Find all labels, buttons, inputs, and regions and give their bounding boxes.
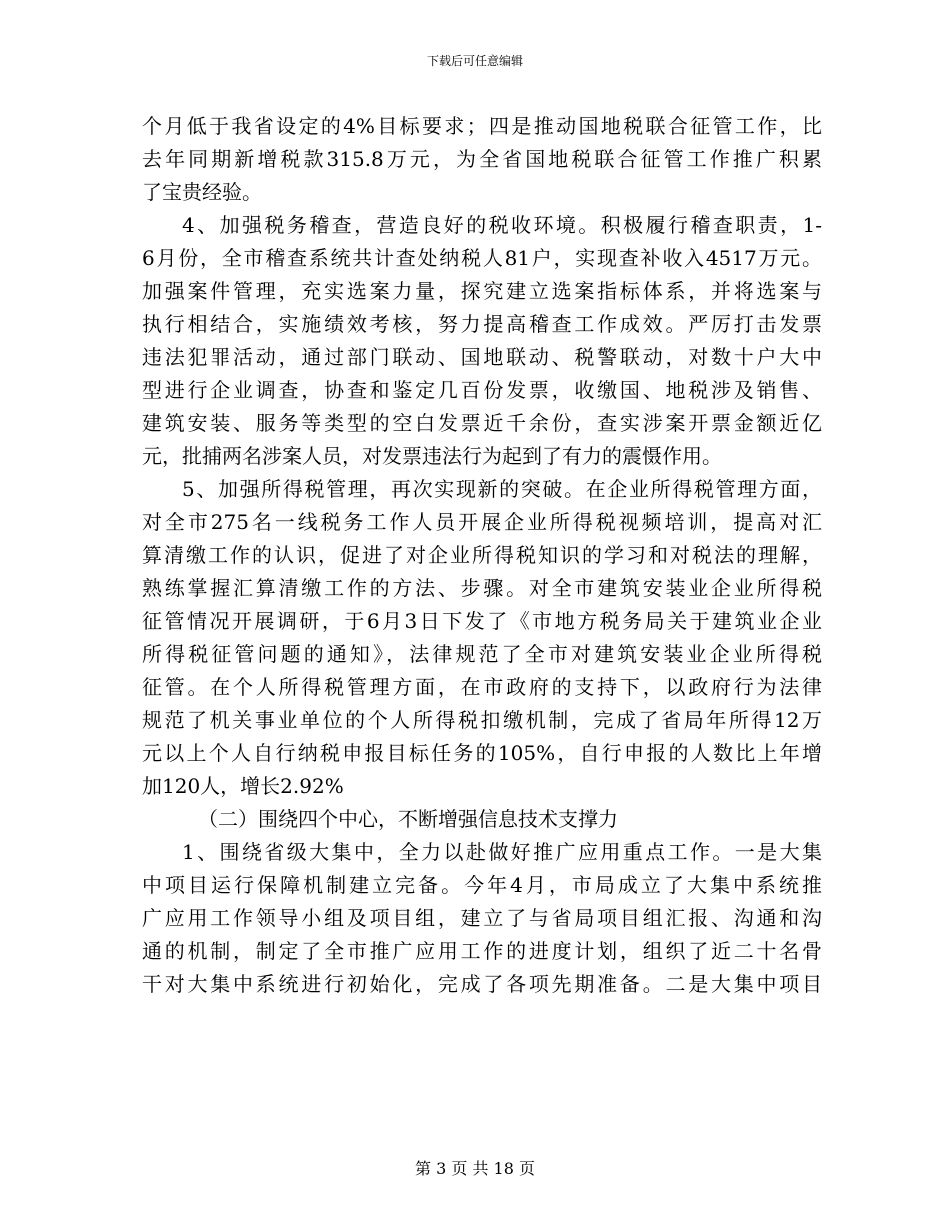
paragraph-start-line: 5、加强所得税管理，再次实现新的突破。在企业所得税管理方面， (182, 477, 822, 501)
text-line: 对全市275名一线税务工作人员开展企业所得税视频培训，提高对汇 (142, 510, 822, 534)
text-line: 征管情况开展调研，于6月3日下发了《市地方税务局关于建筑业企业 (142, 609, 822, 633)
text-line: 征管。在个人所得税管理方面，在市政府的支持下，以政府行为法律 (142, 675, 822, 699)
text-line: 干对大集中系统进行初始化，完成了各项先期准备。二是大集中项目 (142, 972, 822, 996)
section-heading: （二）围绕四个中心，不断增强信息技术支撑力 (198, 807, 618, 831)
text-line: 了宝贵经验。 (142, 180, 262, 204)
page-footer: 第 3 页 共 18 页 (415, 1159, 535, 1178)
text-line: 广应用工作领导小组及项目组，建立了与省局项目组汇报、沟通和沟 (142, 906, 822, 930)
text-line: 型进行企业调查，协查和鉴定几百份发票，收缴国、地税涉及销售、 (142, 378, 822, 402)
text-line: 去年同期新增税款315.8万元，为全省国地税联合征管工作推广积累 (142, 147, 822, 171)
text-line: 执行相结合，实施绩效考核，努力提高稽查工作成效。严厉打击发票 (142, 312, 822, 336)
paragraph-start-line: 1、围绕省级大集中，全力以赴做好推广应用重点工作。一是大集 (182, 840, 822, 864)
page-header: 下载后可任意编辑 (426, 54, 523, 68)
text-line: 个月低于我省设定的4%目标要求；四是推动国地税联合征管工作，比 (142, 114, 822, 138)
text-line: 违法犯罪活动，通过部门联动、国地联动、税警联动，对数十户大中 (142, 345, 822, 369)
text-line: 熟练掌握汇算清缴工作的方法、步骤。对全市建筑安装业企业所得税 (142, 576, 822, 600)
text-line: 规范了机关事业单位的个人所得税扣缴机制，完成了省局年所得12万 (142, 708, 822, 732)
text-line: 加强案件管理，充实选案力量，探究建立选案指标体系，并将选案与 (142, 279, 822, 303)
text-line: 6月份，全市稽查系统共计查处纳税人81户，实现查补收入4517万元。 (142, 246, 822, 270)
body-text (142, 110, 822, 1001)
text-line: 加120人，增长2.92% (142, 774, 344, 798)
text-line: 所得税征管问题的通知》，法律规范了全市对建筑安装业企业所得税 (142, 642, 822, 666)
paragraph-start-line: 4、加强税务稽查，营造良好的税收环境。积极履行稽查职责，1- (182, 213, 822, 237)
text-line: 元以上个人自行纳税申报目标任务的105%，自行申报的人数比上年增 (142, 741, 822, 765)
text-line: 通的机制，制定了全市推广应用工作的进度计划，组织了近二十名骨 (142, 939, 822, 963)
text-line: 算清缴工作的认识，促进了对企业所得税知识的学习和对税法的理解， (142, 543, 822, 567)
text-line: 元，批捕两名涉案人员，对发票违法行为起到了有力的震慑作用。 (142, 444, 722, 468)
text-line: 中项目运行保障机制建立完备。今年4月，市局成立了大集中系统推 (142, 873, 822, 897)
text-line: 建筑安装、服务等类型的空白发票近千余份，查实涉案开票金额近亿 (142, 411, 822, 435)
